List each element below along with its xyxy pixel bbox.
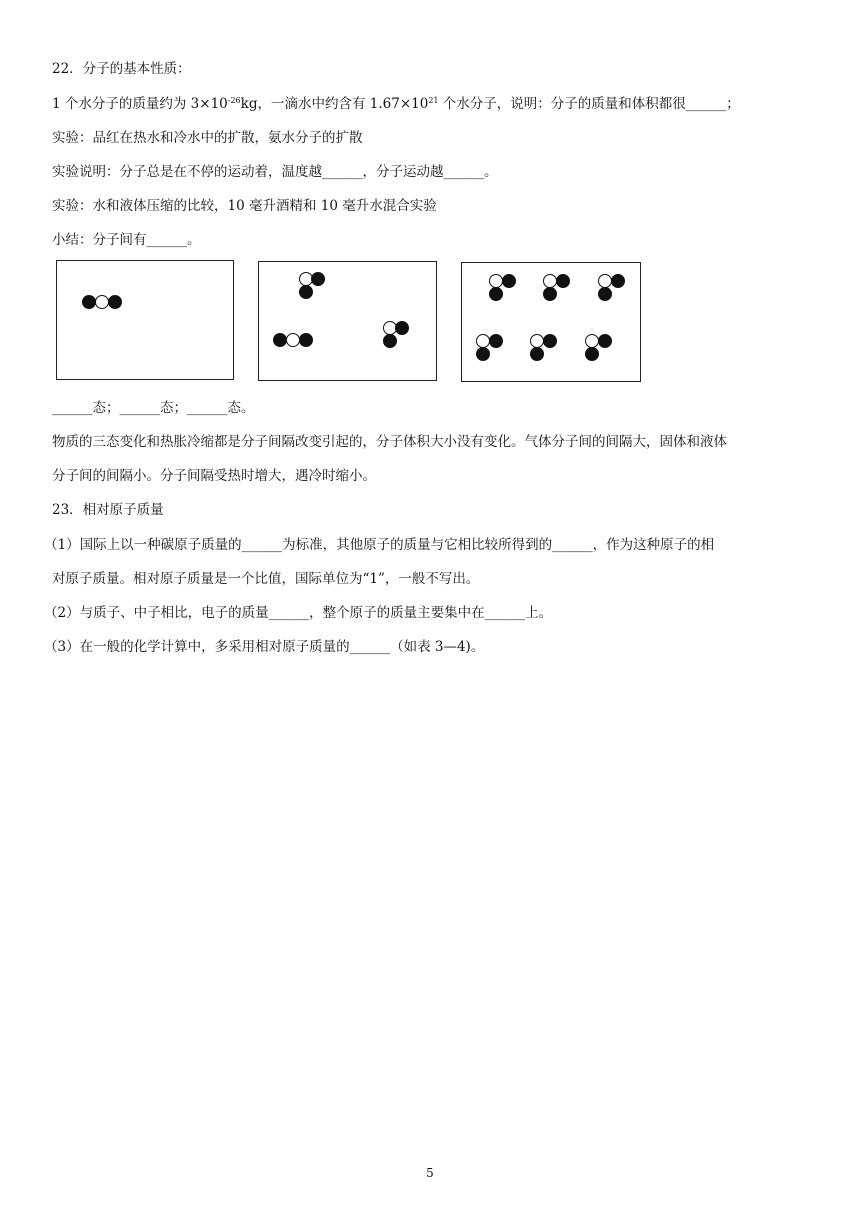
q22-states-blanks: ______态；______态；______态。: [52, 400, 255, 416]
q22-experiment-2: 实验：水和液体压缩的比较，10 毫升酒精和 10 毫升水混合实验: [52, 198, 437, 214]
q23-item-2: （2）与质子、中子相比，电子的质量______，整个原子的质量主要集中在______上。: [44, 605, 553, 621]
molecule-diagram-box-3: [461, 262, 641, 382]
molecule-bent-3: [384, 322, 409, 348]
q23-item-1-line-1: （1）国际上以一种碳原子质量的______为标准，其他原子的质量与它相比较所得到的______，作为这种原子的相: [44, 537, 715, 553]
q22-experiment-1: 实验：品红在热水和冷水中的扩散，氨水分子的扩散: [52, 130, 363, 146]
molecule-diagram-1: [57, 261, 233, 379]
q22-title: 22．分子的基本性质：: [52, 61, 191, 77]
molecule-row2-2: [531, 335, 557, 361]
q23-title: 23．相对原子质量: [52, 502, 164, 518]
exponent-2: 21: [428, 96, 439, 105]
q22-line-mass-part-c: 个水分子，说明：分子的质量和体积都很______；: [438, 96, 740, 112]
molecule-diagram-box-1: [56, 260, 234, 380]
molecule-diagram-3: [462, 263, 640, 381]
q22-summary: 小结：分子间有______。: [52, 232, 201, 248]
q23-item-3: （3）在一般的化学计算中，多采用相对原子质量的______（如表 3—4)。: [44, 639, 485, 655]
page-number: 5: [426, 1166, 434, 1180]
molecule-row1-2: [544, 275, 570, 301]
molecule-linear: [83, 296, 122, 309]
q22-paragraph-line-2: 分子间的间隔小。分子间隔受热时增大，遇冷时缩小。: [52, 468, 376, 484]
molecule-diagram-2: [259, 262, 436, 380]
q22-line-mass-part-b: kg，一滴水中约含有 1.67×10: [240, 96, 429, 112]
molecule-linear-2: [274, 334, 313, 347]
molecule-bent-1: [300, 273, 325, 299]
molecule-row1-1: [490, 275, 516, 301]
molecule-diagram-box-2: [258, 261, 437, 381]
q22-line-mass-part-a: 1 个水分子的质量约为 3×10: [52, 96, 228, 112]
q22-experiment-explain: 实验说明：分子总是在不停的运动着，温度越______，分子运动越______。: [52, 164, 498, 180]
molecule-row1-3: [599, 275, 625, 301]
q22-line-mass: [52, 95, 740, 113]
q23-item-1-line-2: 对原子质量。相对原子质量是一个比值，国际单位为“1”，一般不写出。: [52, 571, 480, 587]
exponent-1: -26: [227, 96, 241, 105]
molecule-row2-3: [586, 335, 612, 361]
molecule-row2-1: [477, 335, 503, 361]
q22-paragraph-line-1: 物质的三态变化和热胀冷缩都是分子间隔改变引起的，分子体积大小没有变化。气体分子间的间隔大，固体和液体: [52, 434, 727, 450]
